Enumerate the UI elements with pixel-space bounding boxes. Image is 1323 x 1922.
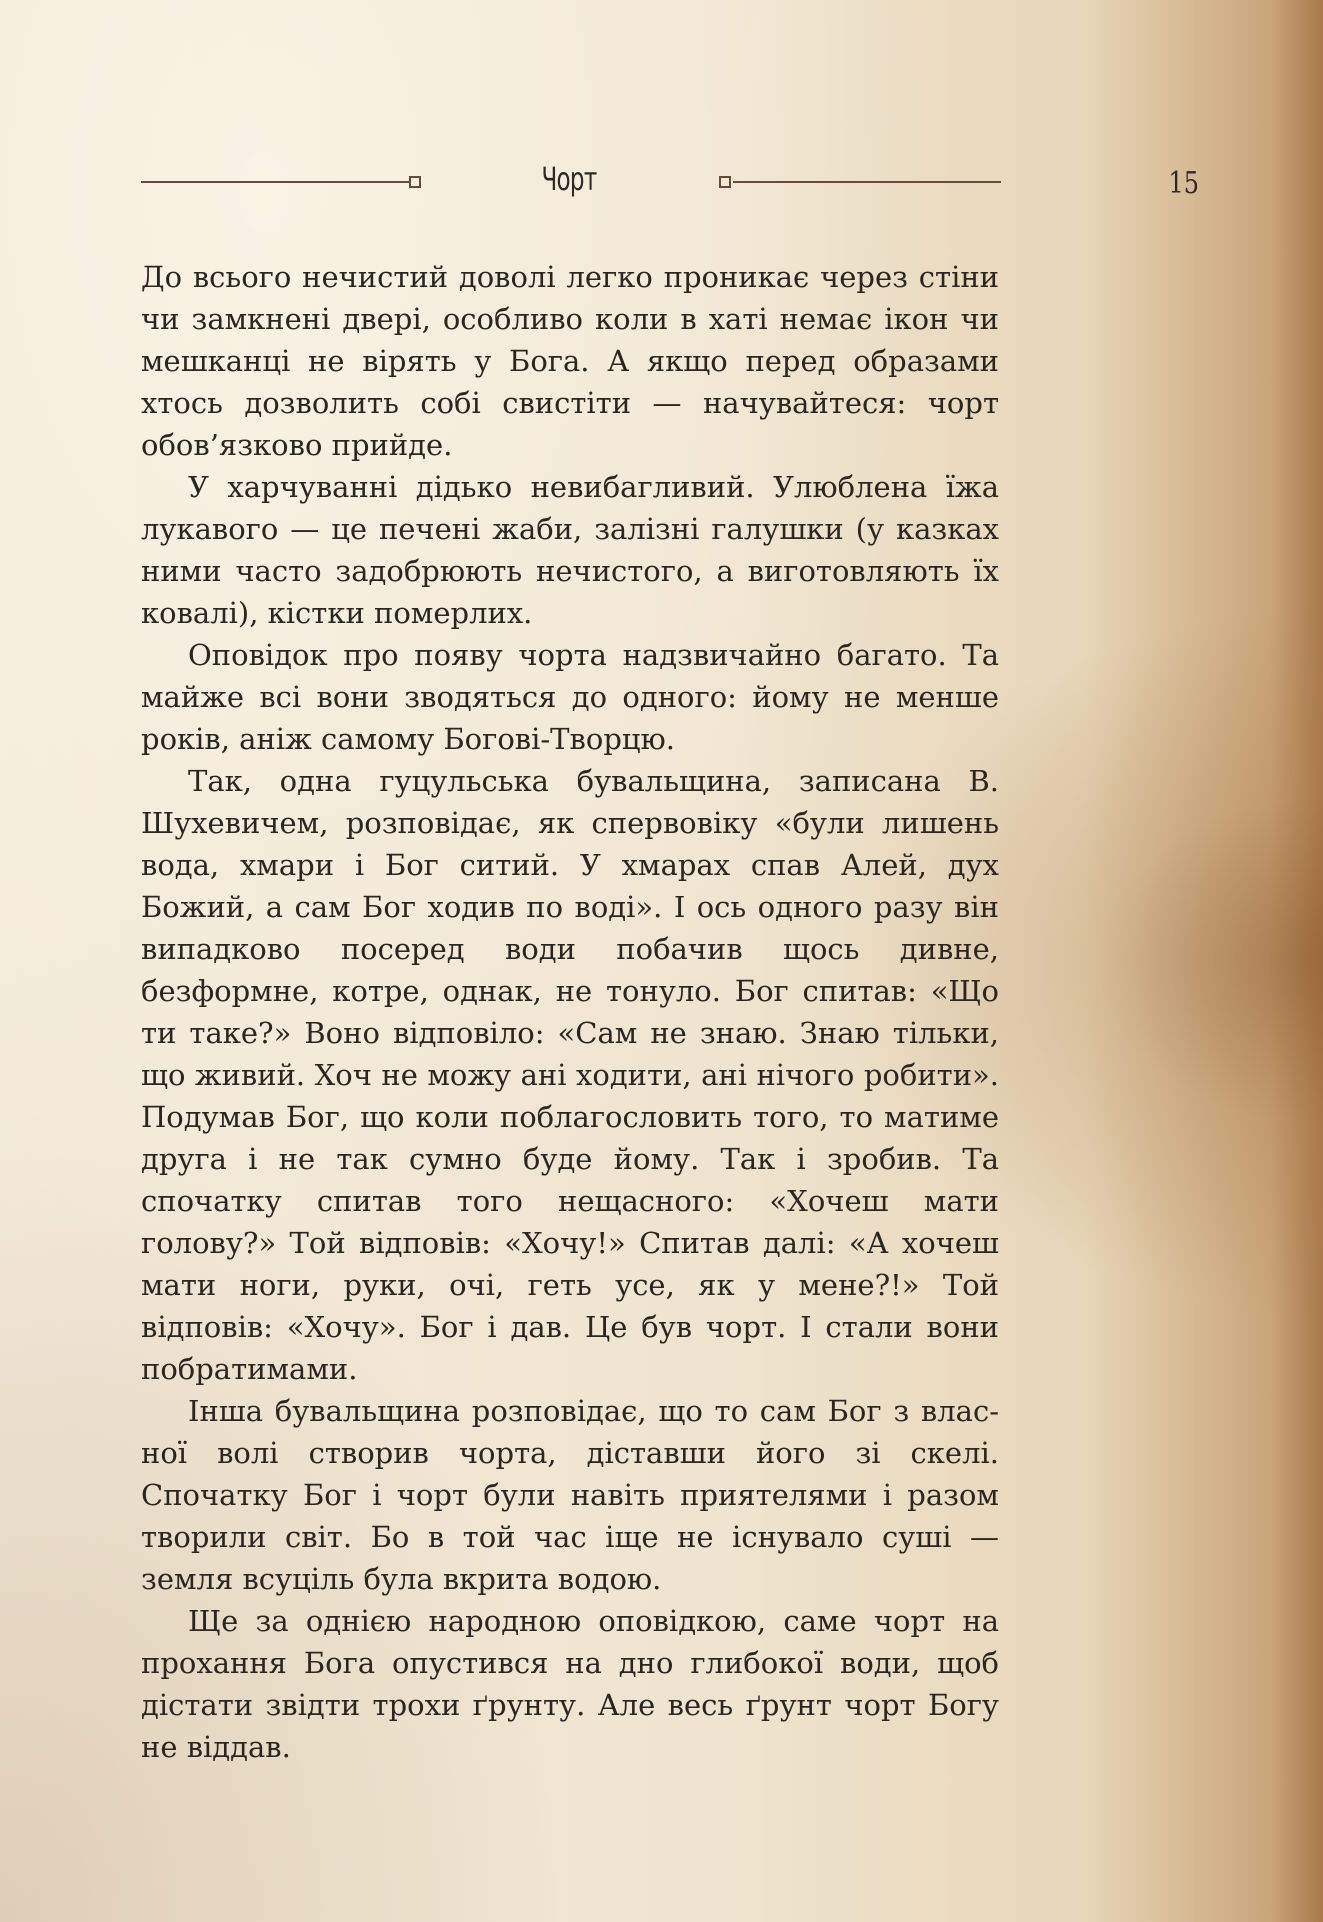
paragraph: Інша бувальщина розповідає, що то сам Бог з власної волі створив чорта, діставши його зі скелі. Спочатку Бог і чорт були навіть приятелями і разом творили світ. Бо в той час іще не існувало суші — земля всуціль була вкрита водою. [141, 1394, 999, 1596]
header-rule-left-end-ornament [409, 176, 421, 188]
page-number: 15 [1168, 166, 1199, 201]
body-text [141, 256, 999, 1768]
running-title: Чорт [541, 160, 597, 198]
header-rule-right-end-ornament [719, 176, 731, 188]
paragraph: До всього нечистий доволі легко проникає через стіни чи замкнені двері, особливо коли в хаті немає ікон чи мешканці не вірять у Бога. А якщо перед образами хтось дозволить собі свистіти — начувайтеся: чорт обов’язково прийде. [141, 260, 999, 462]
header-rule-right [733, 181, 1001, 183]
paragraph: У харчуванні дідько невибагливий. Улюблена їжа лукавого — це печені жаби, залізні галушки (у казках ними часто задобрюють нечистого, а виготовляють їх ковалі), кістки померлих. [141, 470, 999, 630]
paragraph: Оповідок про появу чорта надзвичайно багато. Та майже всі вони зводяться до одного: йому не менше років, аніж самому Богові-Творцю. [141, 638, 999, 756]
paragraph: Ще за однією народною оповідкою, саме чорт на прохання Бога опустився на дно глибокої води, щоб дістати звідти трохи ґрунту. Але весь ґрунт чорт Богу не віддав. [141, 1604, 999, 1764]
paragraph: Так, одна гуцульська бувальщина, записана В. Шухевичем, розповідає, як спервовіку «були лишень вода, хмари і Бог ситий. У хмарах спав Алей, дух Божий, а сам Бог ходив по воді». І ось одного разу він випадково посеред води побачив щось дивне, безформне, котре, однак, не тонуло. Бог спитав: «Що ти таке?» Воно відповіло: «Сам не знаю. Знаю тільки, що живий. Хоч не можу ані ходити, ані нічого робити». Подумав Бог, що коли поблагословить того, то матиме друга і не так сумно буде йому. Так і зробив. Та спочатку спитав того нещасного: «Хочеш мати голову?» Той відповів: «Хочу!» Спитав далі: «А хочеш мати ноги, руки, очі, геть усе, як у мене?!» Той відповів: «Хочу». Бог і дав. Це був чорт. І стали вони побратимами. [141, 764, 999, 1386]
header-rule-left [141, 181, 409, 183]
running-header [141, 160, 1199, 210]
